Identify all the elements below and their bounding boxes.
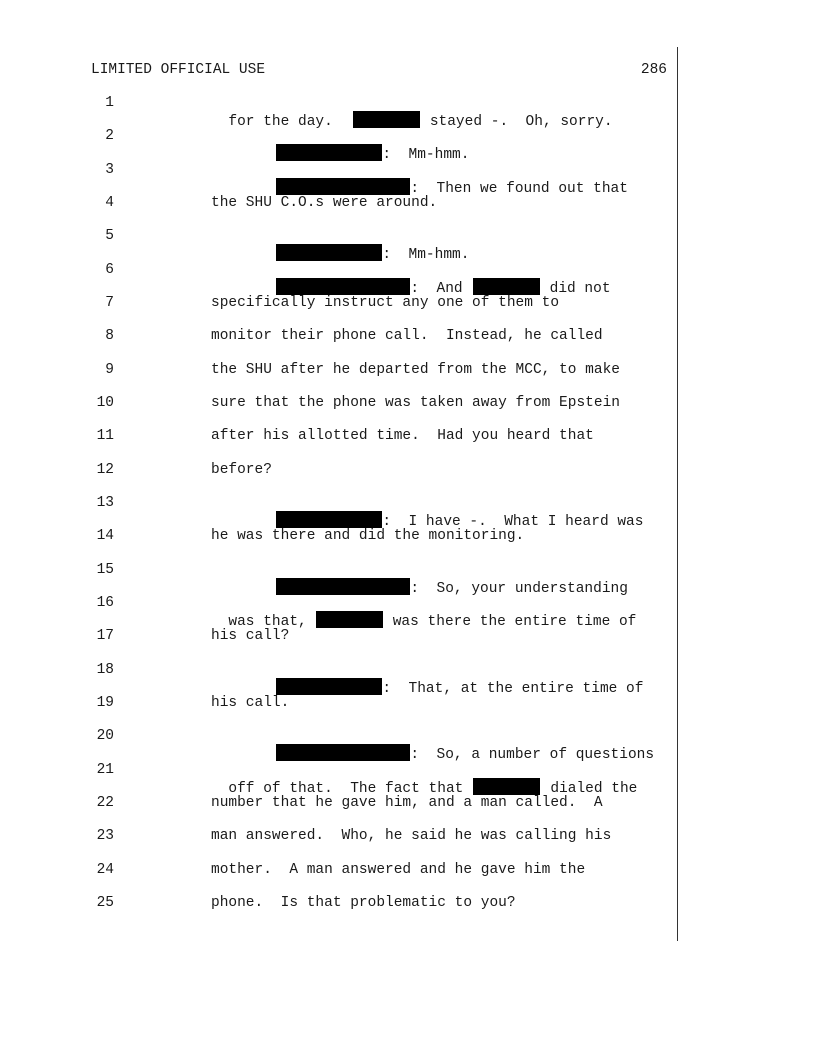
line-number: 13 xyxy=(96,495,114,511)
transcript-line: he was there and did the monitoring. xyxy=(211,528,525,544)
right-margin-rule xyxy=(677,47,678,941)
page-number: 286 xyxy=(640,62,667,78)
transcript-line xyxy=(211,595,636,630)
line-text: for the day. xyxy=(228,114,333,130)
speaker-redaction xyxy=(276,578,410,595)
transcript-line: the SHU C.O.s were around. xyxy=(211,195,438,211)
transcript-line: mother. A man answered and he gave him the xyxy=(211,862,586,878)
line-number: 14 xyxy=(96,528,114,544)
line-number: 2 xyxy=(105,128,114,144)
line-number: 3 xyxy=(105,162,114,178)
line-text: : I have -. What I heard was xyxy=(382,514,644,530)
redaction-block xyxy=(316,611,383,628)
line-number: 18 xyxy=(96,662,114,678)
transcript-line: before? xyxy=(211,462,272,478)
line-number: 11 xyxy=(96,428,114,444)
redaction-block xyxy=(473,778,540,795)
redaction-block xyxy=(353,111,420,128)
transcript-line: specifically instruct any one of them to xyxy=(211,295,560,311)
line-text: was there the entire time of xyxy=(392,614,637,630)
transcript-line: his call? xyxy=(211,628,290,644)
line-text: dialed the xyxy=(550,781,638,797)
line-text: : So, your understanding xyxy=(410,581,628,597)
transcript-line xyxy=(259,495,643,530)
transcript-line: the SHU after he departed from the MCC, to make xyxy=(211,362,620,378)
line-text: was that, xyxy=(228,614,307,630)
transcript-line xyxy=(211,762,637,797)
transcript-line: monitor their phone call. Instead, he called xyxy=(211,328,603,344)
line-number: 22 xyxy=(96,795,114,811)
line-text: : Mm-hmm. xyxy=(382,147,470,163)
transcript-line: his call. xyxy=(211,695,290,711)
speaker-redaction xyxy=(276,678,382,695)
transcript-line xyxy=(259,662,643,697)
line-number: 21 xyxy=(96,762,114,778)
speaker-redaction xyxy=(276,511,382,528)
speaker-redaction xyxy=(276,144,382,161)
transcript-line xyxy=(259,128,469,163)
line-text: : Then we found out that xyxy=(410,181,628,197)
line-number: 12 xyxy=(96,462,114,478)
classification-header: LIMITED OFFICIAL USE xyxy=(91,62,266,78)
transcript-line xyxy=(259,228,469,263)
transcript-line xyxy=(259,728,654,763)
line-number: 16 xyxy=(96,595,114,611)
line-number: 7 xyxy=(105,295,114,311)
transcript-line: sure that the phone was taken away from Epstein xyxy=(211,395,620,411)
line-number: 23 xyxy=(96,828,114,844)
transcript-line: after his allotted time. Had you heard that xyxy=(211,428,594,444)
transcript-line xyxy=(259,262,611,297)
line-number: 1 xyxy=(105,95,114,111)
speaker-redaction xyxy=(276,744,410,761)
line-text: off of that. The fact that xyxy=(228,781,464,797)
transcript-line xyxy=(259,162,628,197)
line-number: 15 xyxy=(96,562,114,578)
line-text: : And xyxy=(410,281,463,297)
line-text: : That, at the entire time of xyxy=(382,681,644,697)
line-number: 8 xyxy=(105,328,114,344)
line-number: 10 xyxy=(96,395,114,411)
line-number: 5 xyxy=(105,228,114,244)
line-number: 9 xyxy=(105,362,114,378)
speaker-redaction xyxy=(276,244,382,261)
line-number: 4 xyxy=(105,195,114,211)
line-number: 6 xyxy=(105,262,114,278)
line-number: 19 xyxy=(96,695,114,711)
transcript-line: phone. Is that problematic to you? xyxy=(211,895,516,911)
redaction-block xyxy=(473,278,540,295)
speaker-redaction xyxy=(276,278,410,295)
line-text: did not xyxy=(549,281,611,297)
line-number: 17 xyxy=(96,628,114,644)
line-number: 25 xyxy=(96,895,114,911)
transcript-line: number that he gave him, and a man called. A xyxy=(211,795,603,811)
line-number: 24 xyxy=(96,862,114,878)
transcript-line: man answered. Who, he said he was calling his xyxy=(211,828,612,844)
line-text: stayed -. Oh, sorry. xyxy=(429,114,613,130)
line-number: 20 xyxy=(96,728,114,744)
transcript-line xyxy=(211,95,613,130)
transcript-line xyxy=(259,562,628,597)
line-text: : Mm-hmm. xyxy=(382,247,470,263)
speaker-redaction xyxy=(276,178,410,195)
line-text: : So, a number of questions xyxy=(410,747,655,763)
